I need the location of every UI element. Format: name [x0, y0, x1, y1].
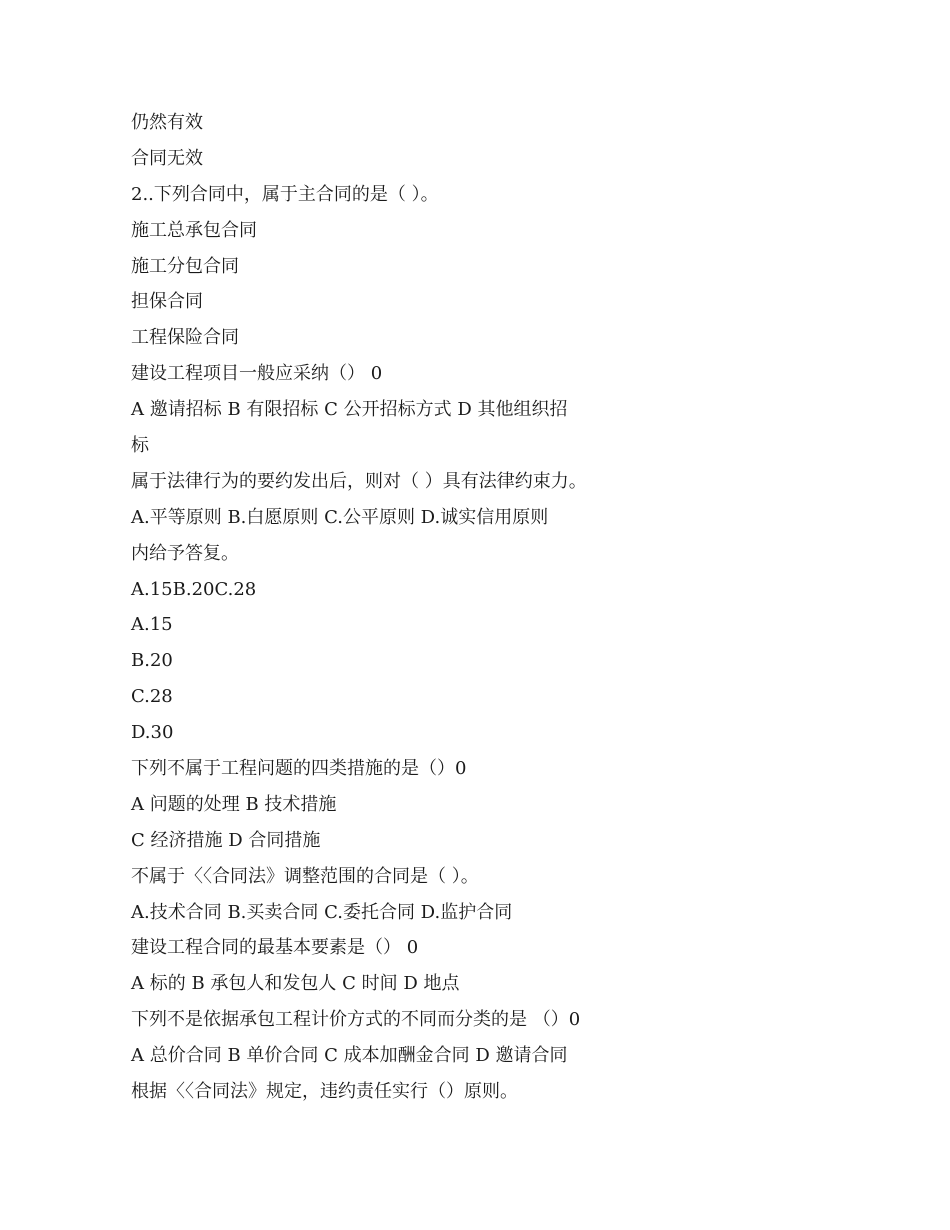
- question-line: 不属于〈〈合同法》调整范围的合同是（ ）。: [131, 865, 479, 887]
- document-body: [131, 107, 851, 1112]
- option-line: A.技术合同 B.买卖合同 C.委托合同 D.监护合同: [131, 901, 513, 923]
- option-line: A.平等原则 B.白愿原则 C.公平原则 D.诚实信用原则: [131, 506, 549, 528]
- option-line: 施工分包合同: [131, 255, 239, 277]
- question-line: 属于法律行为的要约发出后，则对（ ）具有法律约束力。: [131, 470, 587, 492]
- option-line: A 总价合同 B 单价合同 C 成本加酬金合同 D 邀请合同: [131, 1045, 568, 1067]
- option-line: B.20: [131, 650, 173, 672]
- option-line: 施工总承包合同: [131, 219, 257, 241]
- option-line: A 标的 B 承包人和发包人 C 时间 D 地点: [131, 973, 460, 995]
- option-line: 担保合同: [131, 291, 203, 313]
- question-line: 根据〈〈合同法》规定，违约责任实行（）原则。: [131, 1081, 518, 1103]
- option-line: 工程保险合同: [131, 327, 239, 349]
- option-line: 标: [131, 435, 149, 457]
- option-line: D.30: [131, 722, 174, 744]
- text-line: 仍然有效: [131, 112, 203, 133]
- question-line: 2..下列合同中，属于主合同的是（ ）。: [131, 183, 439, 205]
- question-line: 下列不是依据承包工程计价方式的不同而分类的是 （）0: [131, 1009, 581, 1031]
- option-line: A.15: [131, 614, 173, 636]
- question-line: 建设工程项目一般应采纳（） 0: [131, 363, 383, 385]
- question-line: 建设工程合同的最基本要素是（） 0: [131, 937, 419, 959]
- option-line: A 问题的处理 B 技术措施: [131, 793, 337, 815]
- option-line: C 经济措施 D 合同措施: [131, 829, 321, 851]
- question-line: 下列不属于工程问题的四类措施的是（）0: [131, 758, 467, 780]
- option-line: A.15B.20C.28: [131, 578, 257, 600]
- text-line: 合同无效: [131, 147, 203, 169]
- question-line: 内给予答复。: [131, 542, 239, 564]
- option-line: A 邀请招标 B 有限招标 C 公开招标方式 D 其他组织招: [131, 399, 568, 421]
- option-line: C.28: [131, 686, 173, 708]
